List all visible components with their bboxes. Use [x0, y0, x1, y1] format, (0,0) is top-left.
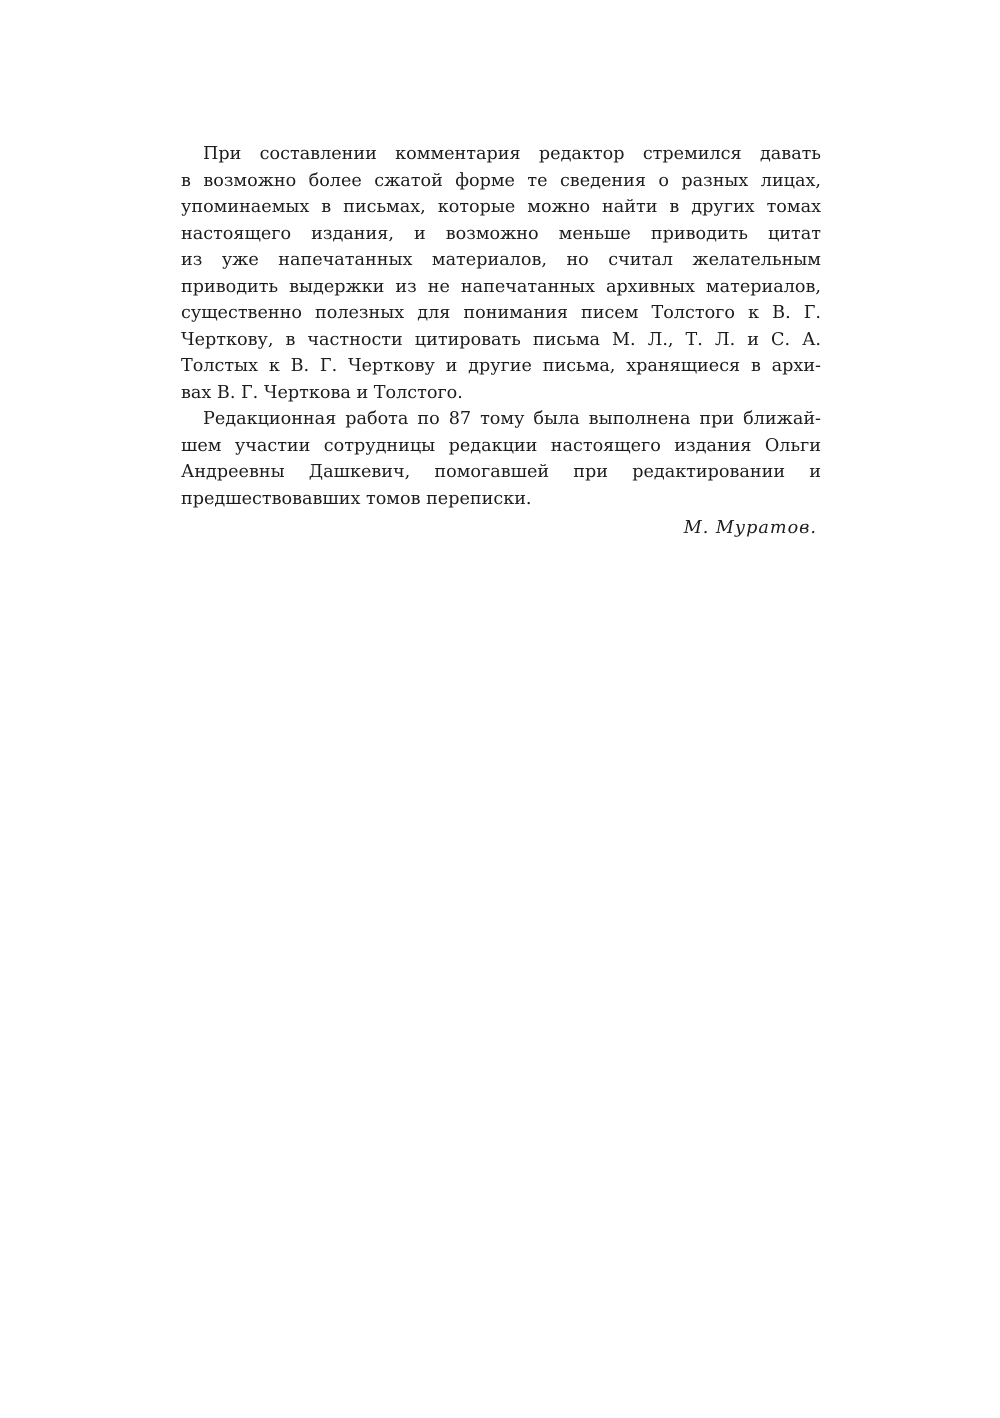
author-signature: М. Муратов. — [683, 518, 817, 538]
text-line: При составлении комментария редактор стремился давать — [203, 144, 821, 164]
text-line: упоминаемых в письмах, которые можно найти в других томах — [181, 197, 821, 217]
paragraph-acknowledgement — [181, 406, 821, 512]
text-line: Толстых к В. Г. Черткову и другие письма, хранящиеся в архи- — [181, 356, 821, 376]
paragraph-editorial-approach — [181, 141, 821, 406]
text-line: вах В. Г. Черткова и Толстого. — [181, 382, 463, 403]
text-line: существенно полезных для понимания писем Толстого к В. Г. — [181, 303, 821, 323]
text-line: из уже напечатанных материалов, но считал желательным — [181, 250, 821, 270]
text-line: Черткову, в частности цитировать письма М. Л., Т. Л. и С. А. — [181, 329, 821, 350]
commentary-text — [181, 141, 821, 542]
text-line: предшествовавших томов переписки. — [181, 488, 532, 509]
text-line: Андреевны Дашкевич, помогавшей при редактировании и — [181, 462, 821, 482]
text-line: приводить выдержки из не напечатанных архивных материалов, — [181, 276, 821, 297]
text-line: настоящего издания, и возможно меньше приводить цитат — [181, 223, 821, 244]
text-line: в возможно более сжатой форме те сведения о разных лицах, — [181, 170, 821, 191]
text-line: Редакционная работа по 87 тому была выполнена при ближай- — [203, 409, 821, 429]
text-line: шем участии сотрудницы редакции настоящего издания Ольги — [181, 435, 821, 456]
